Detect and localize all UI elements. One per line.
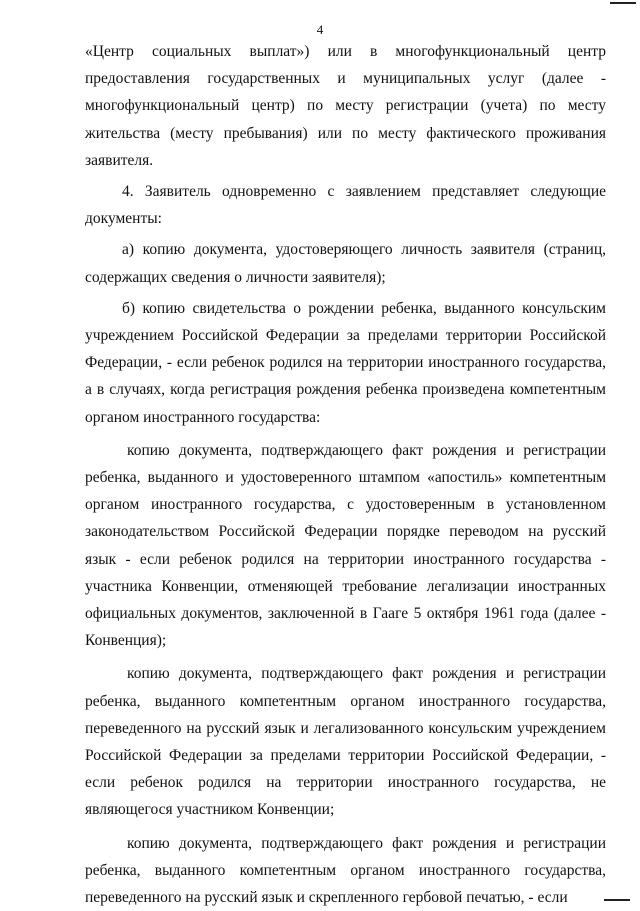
paragraph-continuation: «Центр социальных выплат») или в многофункциональный центр предоставления государственных и муниципальных услуг (далее - многофункциональный центр) по месту регистрации (учета) по месту жительства (месту пребывания) или по месту фактического проживания заявителя.: [85, 43, 606, 169]
corner-mark-top: [610, 2, 636, 4]
paragraph-apostille: копию документа, подтверждающего факт рождения и регистрации ребенка, выданного и удостоверенного штампом «апостиль» компетентным органом иностранного государства, с удостоверенным в установленном законодательством Российской Федерации порядке переводом на русский язык - если ребенок родился на территории иностранного государства - участника Конвенции, отменяющей требование легализации иностранных официальных документов, заключенной в Гааге 5 октября 1961 года (далее - Конвенция);: [85, 441, 606, 650]
paragraph-subitem-a: а) копию документа, удостоверяющего личность заявителя (страниц, содержащих сведения о личности заявителя);: [85, 241, 606, 286]
document-body: [85, 38, 606, 911]
paragraph-subitem-b: б) копию свидетельства о рождении ребенка, выданного консульским учреждением Российской Федерации за пределами территории Российской Федерации, - если ребенок родился на территории иностранного государства, а в случаях, когда регистрация рождения ребенка произведена компетентным органом иностранного государства:: [85, 299, 606, 426]
page-number: 4: [316, 22, 324, 37]
paragraph-item-4: 4. Заявитель одновременно с заявлением представляет следующие документы:: [85, 183, 606, 228]
paragraph-stamped: копию документа, подтверждающего факт рождения и регистрации ребенка, выданного компетентным органом иностранного государства, переведенного на русский язык и скрепленного гербовой печатью, - если: [85, 834, 606, 907]
corner-mark-bottom: [604, 899, 630, 901]
paragraph-legalized: копию документа, подтверждающего факт рождения и регистрации ребенка, выданного компетентным органом иностранного государства, переведенного на русский язык и легализованного консульским учреждением Российской Федерации за пределами территории Российской Федерации, - если ребенок родился на территории иностранного государства, не являющегося участником Конвенции;: [85, 665, 606, 819]
